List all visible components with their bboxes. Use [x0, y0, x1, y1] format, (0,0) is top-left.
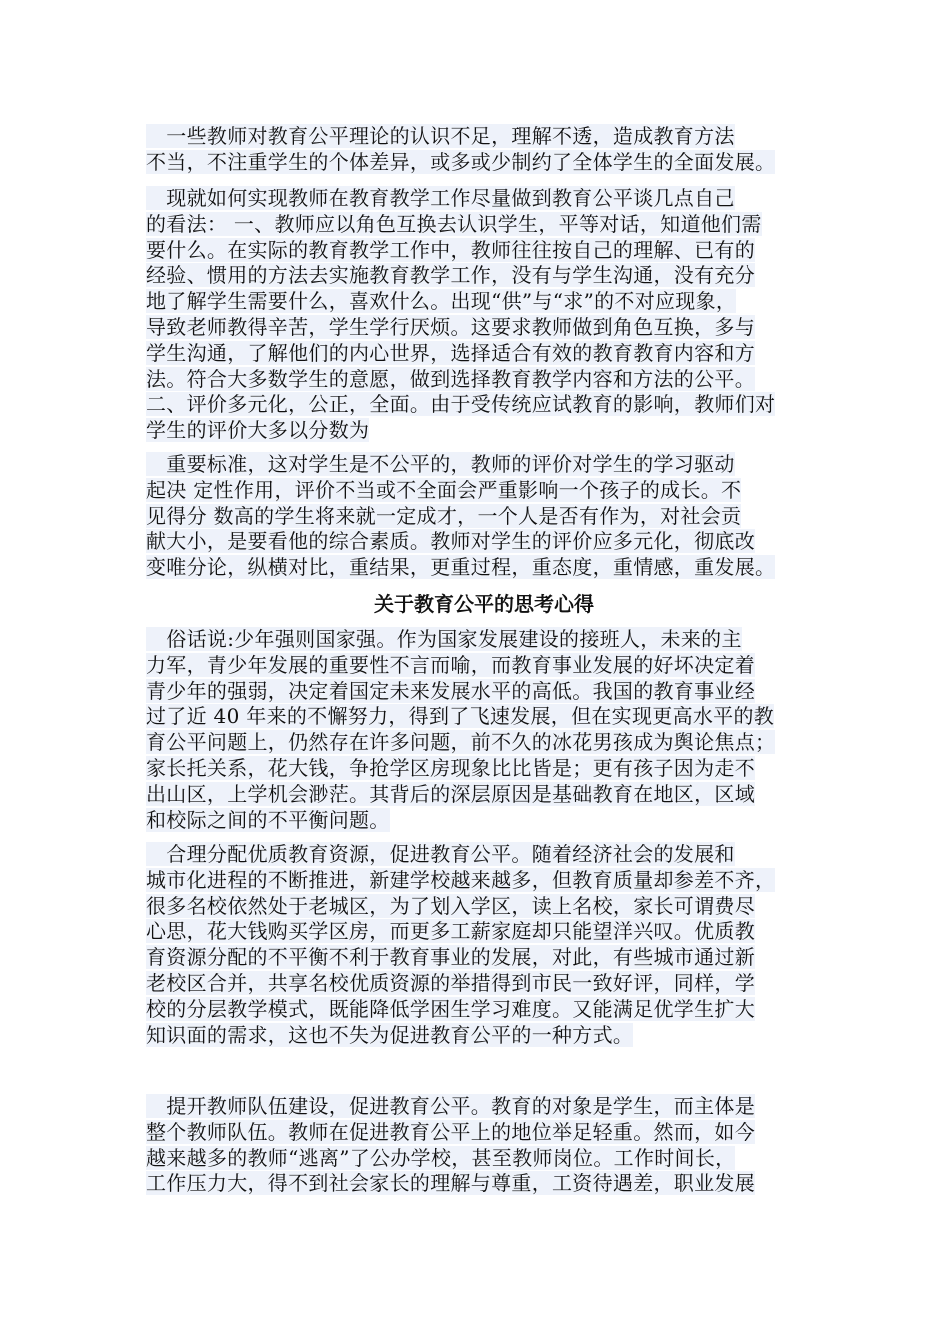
text-line: 学生的评价大多以分数为: [146, 418, 370, 443]
text-line: 知识面的需求，这也不失为促进教育公平的一种方式。: [146, 1022, 634, 1047]
text-line: 变唯分论，纵横对比，重结果，更重过程，重态度，重情感，重发展。: [146, 555, 776, 580]
text-line: 越来越多的教师“逃离”了公办学校，甚至教师岗位。工作时间长，: [146, 1145, 736, 1170]
text-line: 出山区，上学机会渺茫。其背后的深层原因是基础教育在地区，区域: [146, 781, 755, 806]
text-line: 起决 定性作用，评价不当或不全面会严重影响一个孩子的成长。不: [146, 477, 742, 502]
paragraph-5: [146, 842, 822, 1048]
text-line: 老校区合并，共享名校优质资源的举措得到市民一致好评，同样，学: [146, 970, 755, 995]
text-line: 经验、惯用的方法去实施教育教学工作，没有与学生沟通，没有充分: [146, 263, 755, 288]
text-line: 学生沟通，了解他们的内心世界，选择适合有效的教育教育内容和方: [146, 340, 755, 365]
text-line: 很多名校依然处于老城区，为了划入学区，读上名校，家长可谓费尽: [146, 893, 755, 918]
text-line: 过了近 40 年来的不懈努力，得到了飞速发展，但在实现更高水平的教: [146, 704, 775, 729]
text-line: 合理分配优质教育资源，促进教育公平。随着经济社会的发展和: [146, 842, 735, 866]
paragraph-4: [146, 627, 822, 833]
text-line: 地了解学生需要什么，喜欢什么。出现“供”与“求”的不对应现象，: [146, 289, 737, 314]
paragraph-3: [146, 452, 822, 581]
text-line: 献大小，是要看他的综合素质。教师对学生的评价应多元化，彻底改: [146, 529, 755, 554]
text-line: 导致老师教得辛苦，学生学行厌烦。这要求教师做到角色互换，多与: [146, 314, 755, 339]
text-line: 重要标准，这对学生是不公平的，教师的评价对学生的学习驱动: [146, 452, 735, 476]
text-line: 育资源分配的不平衡不利于教育事业的发展，对此，有些城市通过新: [146, 945, 755, 970]
paragraph-1: [146, 124, 822, 176]
text-line: 二、评价多元化，公正，全面。由于受传统应试教育的影响，教师们对: [146, 392, 776, 417]
text-line: 力军，青少年发展的重要性不言而喻，而教育事业发展的好坏决定着: [146, 652, 755, 677]
paragraph-6: [146, 1094, 822, 1197]
text-line: 工作压力大，得不到社会家长的理解与尊重，工资待遇差，职业发展: [146, 1171, 755, 1196]
paragraph-2: [146, 186, 822, 444]
text-line: 的看法： 一、教师应以角色互换去认识学生，平等对话，知道他们需: [146, 211, 762, 236]
text-line: 校的分层教学模式，既能降低学困生学习难度。又能满足优学生扩大: [146, 996, 755, 1021]
text-line: 要什么。在实际的教育教学工作中，教师往往按自己的理解、已有的: [146, 237, 755, 262]
text-line: 青少年的强弱，决定着国定未来发展水平的高低。我国的教育事业经: [146, 678, 755, 703]
text-line: 法。符合大多数学生的意愿，做到选择教育教学内容和方法的公平。: [146, 366, 755, 391]
text-line: 不当，不注重学生的个体差异，或多或少制约了全体学生的全面发展。: [146, 149, 776, 174]
text-line: 现就如何实现教师在教育教学工作尽量做到教育公平谈几点自己: [146, 186, 735, 210]
text-line: 俗话说:少年强则国家强。作为国家发展建设的接班人，未来的主: [146, 627, 742, 651]
text-line: 提开教师队伍建设，促进教育公平。教育的对象是学生，而主体是: [146, 1094, 755, 1118]
text-line: 城市化进程的不断推进，新建学校越来越多，但教育质量却参差不齐，: [146, 867, 776, 892]
text-line: 一些教师对教育公平理论的认识不足，理解不透，造成教育方法: [146, 124, 735, 148]
text-line: 整个教师队伍。教师在促进教育公平上的地位举足轻重。然而，如今: [146, 1119, 755, 1144]
text-line: 和校际之间的不平衡问题。: [146, 807, 390, 832]
text-line: 家长托关系，花大钱，争抢学区房现象比比皆是；更有孩子因为走不: [146, 755, 755, 780]
text-line: 育公平问题上，仍然存在许多问题，前不久的冰花男孩成为舆论焦点；: [146, 730, 776, 755]
text-line: 见得分 数高的学生将来就一定成才，一个人是否有作为，对社会贡: [146, 503, 742, 528]
section-title: 关于教育公平的思考心得: [374, 592, 594, 616]
text-line: 心思，花大钱购买学区房，而更多工薪家庭却只能望洋兴叹。优质教: [146, 919, 755, 944]
